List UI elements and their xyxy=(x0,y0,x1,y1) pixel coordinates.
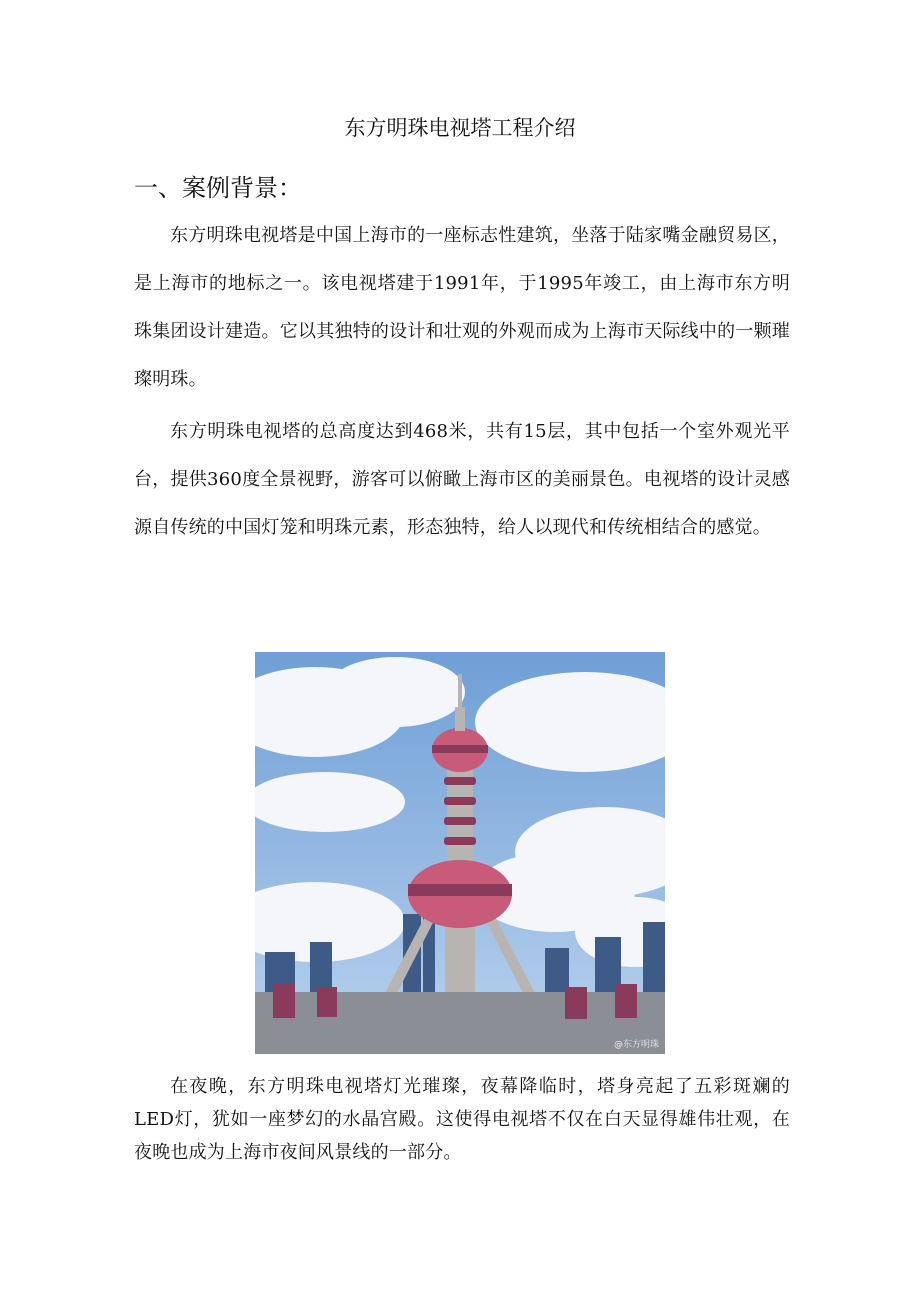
tower-photo-illustration xyxy=(255,652,665,1054)
document-title: 东方明珠电视塔工程介绍 xyxy=(344,116,576,140)
tower-spire xyxy=(458,674,462,710)
paragraph-night: 在夜晚，东方明珠电视塔灯光璀璨，夜幕降临时，塔身亮起了五彩斑斓的LED灯，犹如一座梦幻的水晶宫殿。这使得电视塔不仅在白天显得雄伟壮观，在夜晚也成为上海市夜间风景线的一部分。 xyxy=(134,1076,790,1163)
plaza xyxy=(255,992,665,1054)
paragraph-background: 东方明珠电视塔是中国上海市的一座标志性建筑，坐落于陆家嘴金融贸易区，是上海市的地标之一。该电视塔建于1991年，于1995年竣工，由上海市东方明珠集团设计建造。它以其独特的设计和壮观的外观而成为上海市天际线中的一颗璀璨明珠。 xyxy=(134,225,790,390)
paragraph-height: 东方明珠电视塔的总高度达到468米，共有15层，其中包括一个室外观光平台，提供360度全景视野，游客可以俯瞰上海市区的美丽景色。电视塔的设计灵感源自传统的中国灯笼和明珠元素，形态独特，给人以现代和传统相结合的感觉。 xyxy=(134,421,790,538)
tower-photo xyxy=(255,652,665,1054)
photo-watermark: @东方明珠 xyxy=(613,1040,659,1050)
section-heading: 一、案例背景： xyxy=(134,174,302,202)
lower-sphere-band xyxy=(408,884,512,896)
tower-top-module xyxy=(455,707,465,731)
upper-sphere-band xyxy=(432,745,488,753)
